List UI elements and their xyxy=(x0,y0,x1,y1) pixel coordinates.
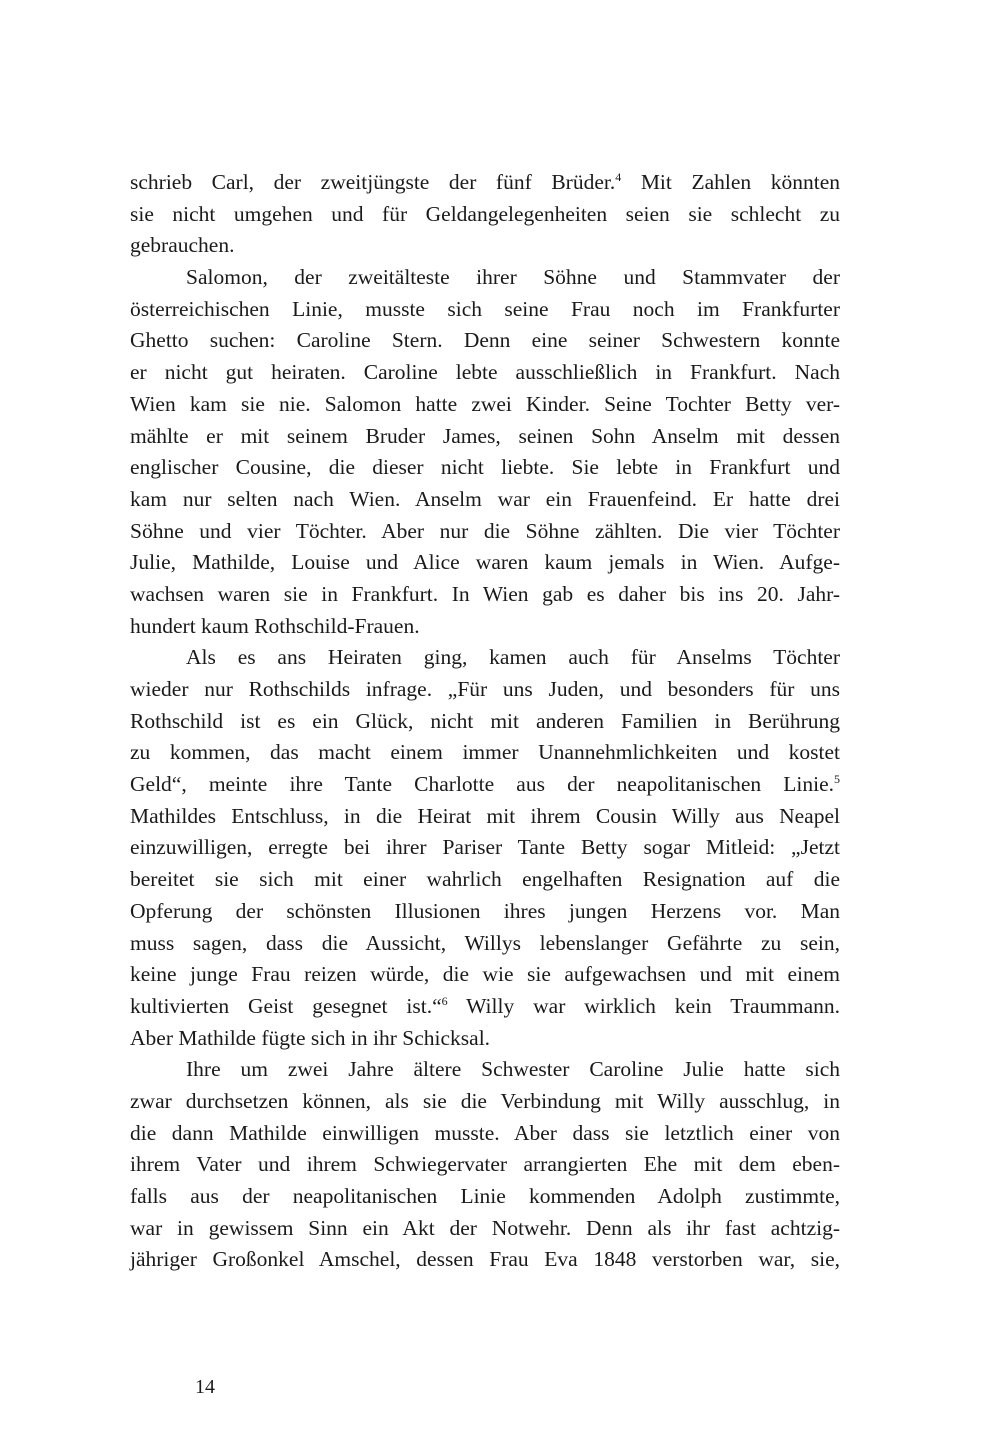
footnote-marker: 4 xyxy=(615,170,622,184)
text-line-content: hundert kaum Rothschild-Frauen. xyxy=(130,613,420,638)
text-line-content-cont: Willy war wirklich kein Traummann. xyxy=(447,993,840,1018)
text-line-content: Mathildes Entschluss, in die Heirat mit ihrem Cousin Willy aus Neapel xyxy=(130,803,840,828)
text-line xyxy=(130,421,840,453)
text-line-content: er nicht gut heiraten. Caroline lebte ausschließlich in Frankfurt. Nach xyxy=(130,360,840,385)
text-line-content: bereitet sie sich mit einer wahrlich engelhaften Resignation auf die xyxy=(130,867,840,892)
text-line xyxy=(130,737,840,769)
text-line-content: keine junge Frau reizen würde, die wie sie aufgewachsen und mit einem xyxy=(130,962,840,987)
text-line-content: Aber Mathilde fügte sich in ihr Schicksal. xyxy=(130,1025,491,1050)
text-line xyxy=(130,896,840,928)
text-line-content: jähriger Großonkel Amschel, dessen Frau Eva 1848 verstorben war, sie, xyxy=(130,1247,840,1272)
text-line xyxy=(130,357,840,389)
text-line xyxy=(130,1023,840,1055)
text-line xyxy=(130,674,840,706)
text-line-content: schrieb Carl, der zweitjüngste der fünf Brüder. xyxy=(130,170,616,194)
text-line xyxy=(130,1086,840,1118)
footnote-marker: 5 xyxy=(834,772,840,787)
text-line xyxy=(130,706,840,738)
text-line xyxy=(130,864,840,896)
page-number: 14 xyxy=(195,1376,215,1398)
text-line xyxy=(130,642,840,674)
footnote-marker: 6 xyxy=(441,993,448,1008)
text-line-content: ihrem Vater und ihrem Schwiegervater arrangierten Ehe mit dem eben- xyxy=(130,1152,840,1177)
book-page-body xyxy=(130,167,840,1276)
text-line-content: kam nur selten nach Wien. Anselm war ein Frauenfeind. Er hatte drei xyxy=(130,486,840,511)
text-line xyxy=(130,769,840,801)
text-line-content-cont: Mit Zahlen könnten xyxy=(621,170,840,194)
text-line xyxy=(130,832,840,864)
text-line-content: falls aus der neapolitanischen Linie kommenden Adolph zustimmte, xyxy=(130,1184,840,1208)
text-line-content: zu kommen, das macht einem immer Unannehmlichkeiten und kostet xyxy=(130,740,840,765)
text-line-content: Ghetto suchen: Caroline Stern. Denn eine seiner Schwestern konnte xyxy=(130,328,840,353)
text-line-content: Rothschild ist es ein Glück, nicht mit anderen Familien in Berührung xyxy=(130,708,840,733)
text-line xyxy=(130,230,840,262)
text-line xyxy=(130,199,840,231)
text-line-content: Opferung der schönsten Illusionen ihres jungen Herzens vor. Man xyxy=(130,898,840,923)
text-line xyxy=(130,1181,840,1213)
text-line xyxy=(130,611,840,643)
text-line-content: gebrauchen. xyxy=(130,233,235,258)
text-line xyxy=(130,262,840,294)
text-line xyxy=(130,484,840,516)
text-line-content: Salomon, der zweitälteste ihrer Söhne und Stammvater der xyxy=(186,265,840,290)
text-line-content: kultivierten Geist gesegnet ist.“ xyxy=(130,993,442,1018)
text-line xyxy=(130,1213,840,1245)
text-line xyxy=(130,389,840,421)
text-line-content: wachsen waren sie in Frankfurt. In Wien gab es daher bis ins 20. Jahr- xyxy=(130,581,840,606)
text-line-content: Wien kam sie nie. Salomon hatte zwei Kinder. Seine Tochter Betty ver- xyxy=(130,391,840,416)
text-line-content: zwar durchsetzen können, als sie die Verbindung mit Willy ausschlug, in xyxy=(130,1088,840,1113)
text-line-content: Julie, Mathilde, Louise und Alice waren kaum jemals in Wien. Aufge- xyxy=(130,550,840,575)
text-line xyxy=(130,1054,840,1086)
text-line-content: wieder nur Rothschilds infrage. „Für uns Juden, und besonders für uns xyxy=(130,677,840,701)
text-line xyxy=(130,801,840,833)
text-line-content: einzuwilligen, erregte bei ihrer Pariser Tante Betty sogar Mitleid: „Jetzt xyxy=(130,835,840,860)
text-line xyxy=(130,928,840,960)
text-line xyxy=(130,1149,840,1181)
text-line-content: sie nicht umgehen und für Geldangelegenheiten seien sie schlecht zu xyxy=(130,201,840,226)
text-line-content: Ihre um zwei Jahre ältere Schwester Caroline Julie hatte sich xyxy=(186,1057,840,1082)
text-line xyxy=(130,325,840,357)
text-line-content: Söhne und vier Töchter. Aber nur die Söhne zählten. Die vier Töchter xyxy=(130,518,840,543)
text-line xyxy=(130,294,840,326)
text-line-content: die dann Mathilde einwilligen musste. Aber dass sie letztlich einer von xyxy=(130,1120,840,1145)
text-line-content: englischer Cousine, die dieser nicht liebte. Sie lebte in Frankfurt und xyxy=(130,455,840,480)
text-line xyxy=(130,579,840,611)
text-line-content: mählte er mit seinem Bruder James, seinen Sohn Anselm mit dessen xyxy=(130,423,840,448)
text-line xyxy=(130,516,840,548)
text-line xyxy=(130,1244,840,1276)
text-line xyxy=(130,959,840,991)
text-line-content: war in gewissem Sinn ein Akt der Notwehr. Denn als ihr fast achtzig- xyxy=(130,1215,840,1240)
text-line-content: muss sagen, dass die Aussicht, Willys lebenslanger Gefährte zu sein, xyxy=(130,930,840,955)
text-line-content: Geld“, meinte ihre Tante Charlotte aus der neapolitanischen Linie. xyxy=(130,772,834,797)
text-line xyxy=(130,167,840,199)
text-line xyxy=(130,452,840,484)
text-line-content: österreichischen Linie, musste sich seine Frau noch im Frankfurter xyxy=(130,296,840,321)
text-line xyxy=(130,991,840,1023)
text-line-content: Als es ans Heiraten ging, kamen auch für Anselms Töchter xyxy=(186,645,840,670)
text-line xyxy=(130,1118,840,1150)
text-line xyxy=(130,547,840,579)
